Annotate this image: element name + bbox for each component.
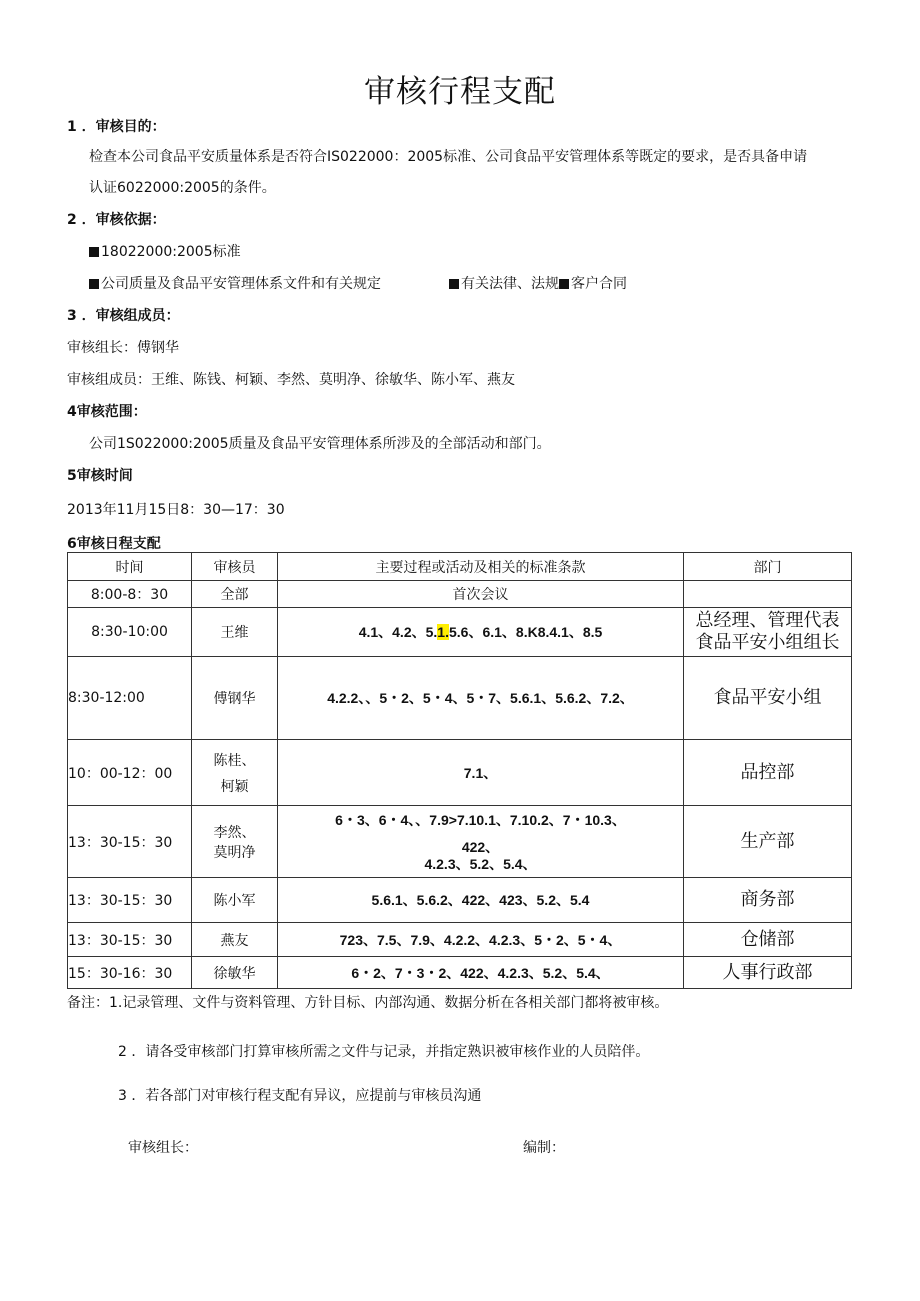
dept-line: 总经理、管理代表 [695, 610, 840, 631]
note-1: 备注：1.记录管理、文件与资料管理、方针目标、内部沟通、数据分析在各相关部门都将被审核。 [67, 995, 669, 1011]
dept-cell: 生产部 [684, 806, 852, 878]
clause-cell: 6・2、7・3・2、422、4.2.3、5.2、5.4、 [278, 957, 684, 989]
clause-cell: 7.1、 [278, 740, 684, 806]
dept-cell: 商务部 [684, 878, 852, 923]
section-1-text-line1: 检查本公司食品平安质量体系是否符合IS022000：2005标准、公司食品平安管理体系等既定的要求，是否具备申请 [89, 149, 808, 165]
auditor-cell [192, 806, 278, 878]
table-row [68, 657, 852, 740]
clause-cell: 5.6.1、5.6.2、422、423、5.2、5.4 [278, 878, 684, 923]
auditor-cell: 燕友 [192, 923, 278, 957]
section-2-heading: 2 ．审核依据： [67, 212, 166, 228]
editor-signature-label: 编制： [523, 1140, 565, 1156]
clause-text: 5.6、6.1、8.K8.4.1、8.5 [448, 624, 603, 640]
dept-cell: 人事行政部 [684, 957, 852, 989]
column-header: 部门 [684, 553, 852, 581]
section-5-heading: 5审核时间 [67, 468, 133, 484]
table-row [68, 957, 852, 989]
section-1-text-line2: 认证6022000:2005的条件。 [89, 180, 276, 196]
basis-item-label: 公司质量及食品平安管理体系文件和有关规定 [101, 276, 381, 292]
basis-item-docs [89, 273, 381, 293]
bullet-square-icon [449, 279, 459, 289]
time-cell: 13：30-15：30 [68, 923, 192, 957]
section-3-heading: 3 ．审核组成员： [67, 308, 180, 324]
auditor-cell: 徐敏华 [192, 957, 278, 989]
schedule-table [67, 552, 852, 989]
dept-cell: 仓储部 [684, 923, 852, 957]
auditor-line: 李然、 [213, 824, 256, 841]
team-members: 审核组成员：王维、陈钱、柯颖、李然、莫明净、徐敏华、陈小军、燕友 [67, 372, 515, 388]
basis-item-label: 有关法律、法规 [461, 276, 559, 292]
scope-text: 公司1S022000:2005质量及食品平安管理体系所涉及的全部活动和部门。 [89, 436, 551, 452]
time-cell: 13：30-15：30 [68, 806, 192, 878]
basis-item-standard [89, 241, 241, 261]
audit-time: 2013年11月15日8：30—17：30 [67, 502, 285, 518]
bullet-square-icon [89, 247, 99, 257]
table-row [68, 878, 852, 923]
column-header: 审核员 [192, 553, 278, 581]
note-3: 3 ．若各部门对审核行程支配有异议，应提前与审核员沟通 [118, 1088, 482, 1104]
table-row [68, 806, 852, 878]
auditor-line: 陈桂、 [213, 752, 256, 769]
clause-cell: 723、7.5、7.9、4.2.2、4.2.3、5・2、5・4、 [278, 923, 684, 957]
time-cell: 13：30-15：30 [68, 878, 192, 923]
team-leader: 审核组长：傅钢华 [67, 340, 179, 356]
table-row [68, 581, 852, 608]
bullet-square-icon [559, 279, 569, 289]
note-2: 2 ．请各受审核部门打算审核所需之文件与记录，并指定熟识被审核作业的人员陪伴。 [118, 1044, 650, 1060]
clause-line: 422、 [461, 838, 500, 855]
table-header-row [68, 553, 852, 581]
clause-cell: 4.2.2、、5・2、5・4、5・7、5.6.1、5.6.2、7.2、 [278, 657, 684, 740]
bullet-square-icon [89, 279, 99, 289]
clause-line: 6・3、6・4、、7.9>7.10.1、7.10.2、7・10.3、 [335, 811, 626, 828]
auditor-cell: 傅钢华 [192, 657, 278, 740]
clause-text: 4.1、4.2、5. [358, 624, 438, 640]
auditor-cell: 全部 [192, 581, 278, 608]
basis-item-law [449, 273, 627, 293]
section-6-heading: 6审核日程支配 [67, 536, 161, 552]
section-1-heading: 1 ．审核目的： [67, 119, 166, 135]
time-cell: 8:30-10:00 [68, 608, 192, 657]
column-header: 主要过程或活动及相关的标准条款 [278, 553, 684, 581]
dept-cell: 食品平安小组 [684, 657, 852, 740]
auditor-cell: 王维 [192, 608, 278, 657]
auditor-cell [192, 740, 278, 806]
table-row [68, 923, 852, 957]
basis-item-label: 客户合同 [571, 276, 627, 292]
auditor-cell: 陈小军 [192, 878, 278, 923]
page-title: 审核行程支配 [364, 74, 556, 110]
time-cell: 8:30-12:00 [68, 657, 192, 740]
dept-cell: 品控部 [684, 740, 852, 806]
clause-highlight: 1. [437, 624, 449, 640]
clause-cell: 首次会议 [278, 581, 684, 608]
clause-cell [278, 806, 684, 878]
dept-line: 食品平安小组组长 [695, 632, 840, 653]
auditor-line: 莫明净 [213, 844, 256, 861]
dept-cell [684, 581, 852, 608]
section-4-heading: 4审核范围： [67, 404, 147, 420]
clause-cell [278, 608, 684, 657]
dept-cell [684, 608, 852, 657]
clause-line: 4.2.3、5.2、5.4、 [424, 855, 537, 872]
table-row [68, 740, 852, 806]
time-cell: 8:00-8：30 [68, 581, 192, 608]
leader-signature-label: 审核组长： [128, 1140, 198, 1156]
time-cell: 15：30-16：30 [68, 957, 192, 989]
table-row [68, 608, 852, 657]
basis-item-label: 18022000:2005标准 [101, 244, 241, 260]
auditor-line: 柯颖 [220, 778, 249, 795]
time-cell: 10：00-12：00 [68, 740, 192, 806]
column-header: 时间 [68, 553, 192, 581]
